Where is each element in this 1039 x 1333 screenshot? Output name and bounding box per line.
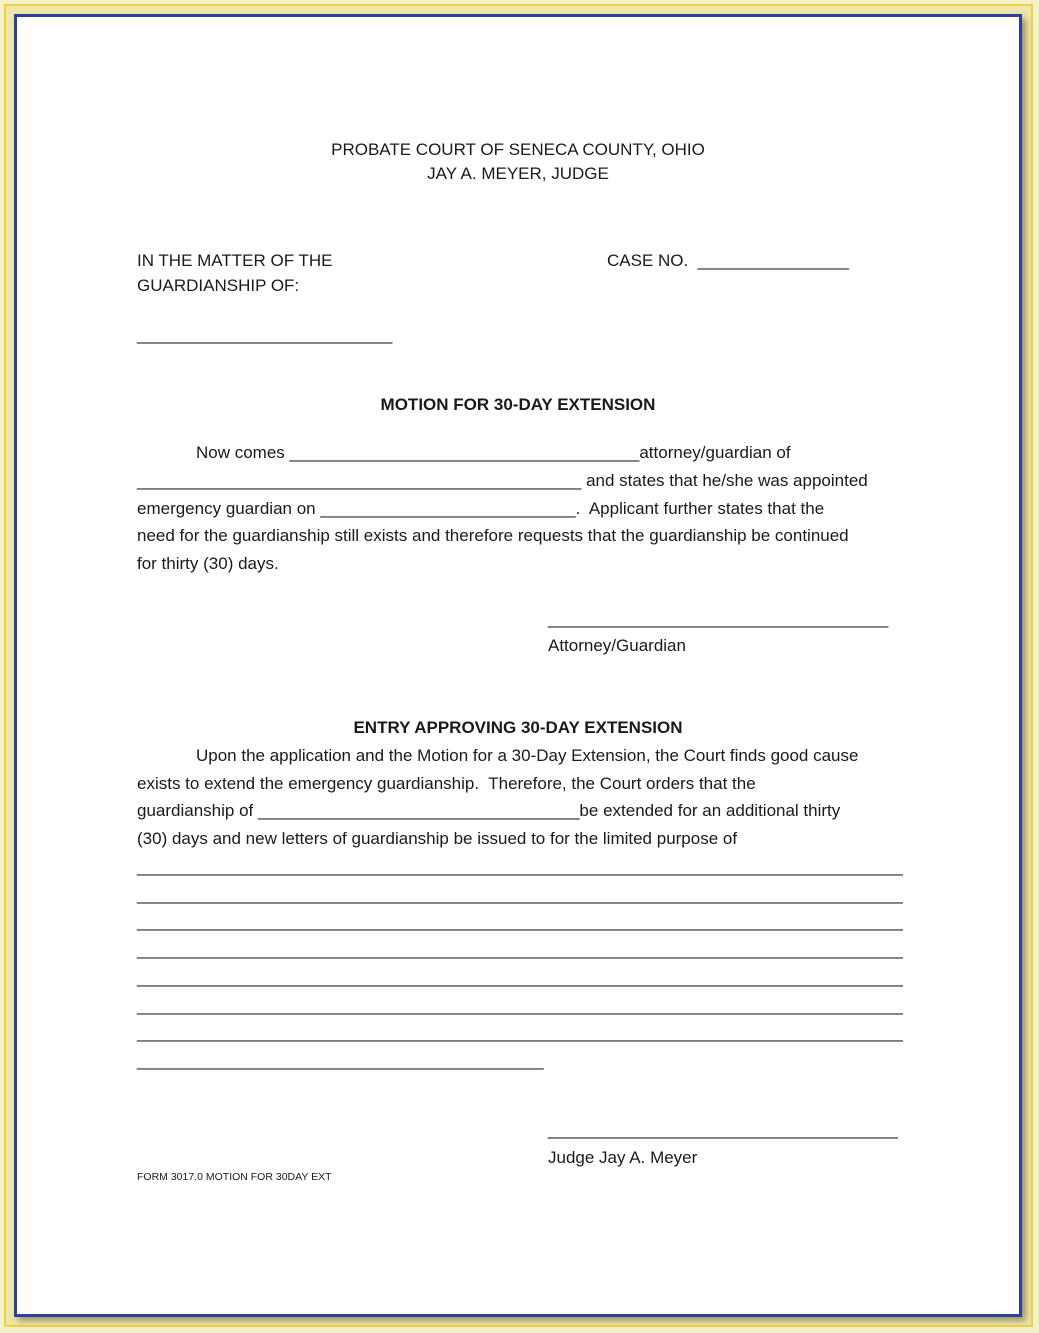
- ward-name-blank: ___________________________: [137, 325, 393, 344]
- motion-line: emergency guardian on ___________________________. Applicant further states that the: [137, 499, 825, 518]
- motion-line: _______________________________________________ and states that he/she was appointed: [137, 471, 868, 490]
- judge-signature-line: _____________________________________: [548, 1120, 898, 1139]
- judge-name: JAY A. MEYER, JUDGE: [427, 164, 609, 183]
- entry-title: ENTRY APPROVING 30-DAY EXTENSION: [353, 718, 683, 737]
- motion-title: MOTION FOR 30-DAY EXTENSION: [380, 395, 656, 414]
- attorney-signature-line: ____________________________________: [548, 609, 889, 628]
- matter-line-1: IN THE MATTER OF THE: [137, 251, 333, 270]
- entry-line: (30) days and new letters of guardianship be issued to for the limited purpose of: [137, 829, 738, 848]
- motion-line: for thirty (30) days.: [137, 554, 279, 573]
- purpose-blank-line: _________________________________________________________________________________: [137, 968, 903, 987]
- purpose-blank-line: _________________________________________________________________________________: [137, 940, 903, 959]
- case-number-field: CASE NO. ________________: [607, 251, 849, 270]
- entry-line: guardianship of __________________________________be extended for an additional thirty: [137, 801, 841, 820]
- entry-line: Upon the application and the Motion for a 30-Day Extension, the Court finds good cause: [196, 746, 859, 765]
- judge-signature-label: Judge Jay A. Meyer: [548, 1148, 698, 1167]
- document-page: [14, 14, 1022, 1317]
- purpose-blank-line: _________________________________________________________________________________: [137, 885, 903, 904]
- entry-line: exists to extend the emergency guardianship. Therefore, the Court orders that the: [137, 774, 756, 793]
- attorney-signature-label: Attorney/Guardian: [548, 636, 686, 655]
- matter-line-2: GUARDIANSHIP OF:: [137, 276, 300, 295]
- form-id: FORM 3017.0 MOTION FOR 30DAY EXT: [137, 1171, 332, 1183]
- purpose-blank-line: _________________________________________________________________________________: [137, 912, 903, 931]
- purpose-blank-line: _________________________________________________________________________________: [137, 1023, 903, 1042]
- purpose-blank-line: _________________________________________________________________________________: [137, 857, 903, 876]
- court-name: PROBATE COURT OF SENECA COUNTY, OHIO: [331, 140, 705, 159]
- motion-line: need for the guardianship still exists and therefore requests that the guardianship be continued: [137, 526, 849, 545]
- purpose-blank-line: _________________________________________________________________________________: [137, 996, 903, 1015]
- motion-line: Now comes _____________________________________attorney/guardian of: [196, 443, 791, 462]
- purpose-blank-line: ___________________________________________: [137, 1051, 544, 1070]
